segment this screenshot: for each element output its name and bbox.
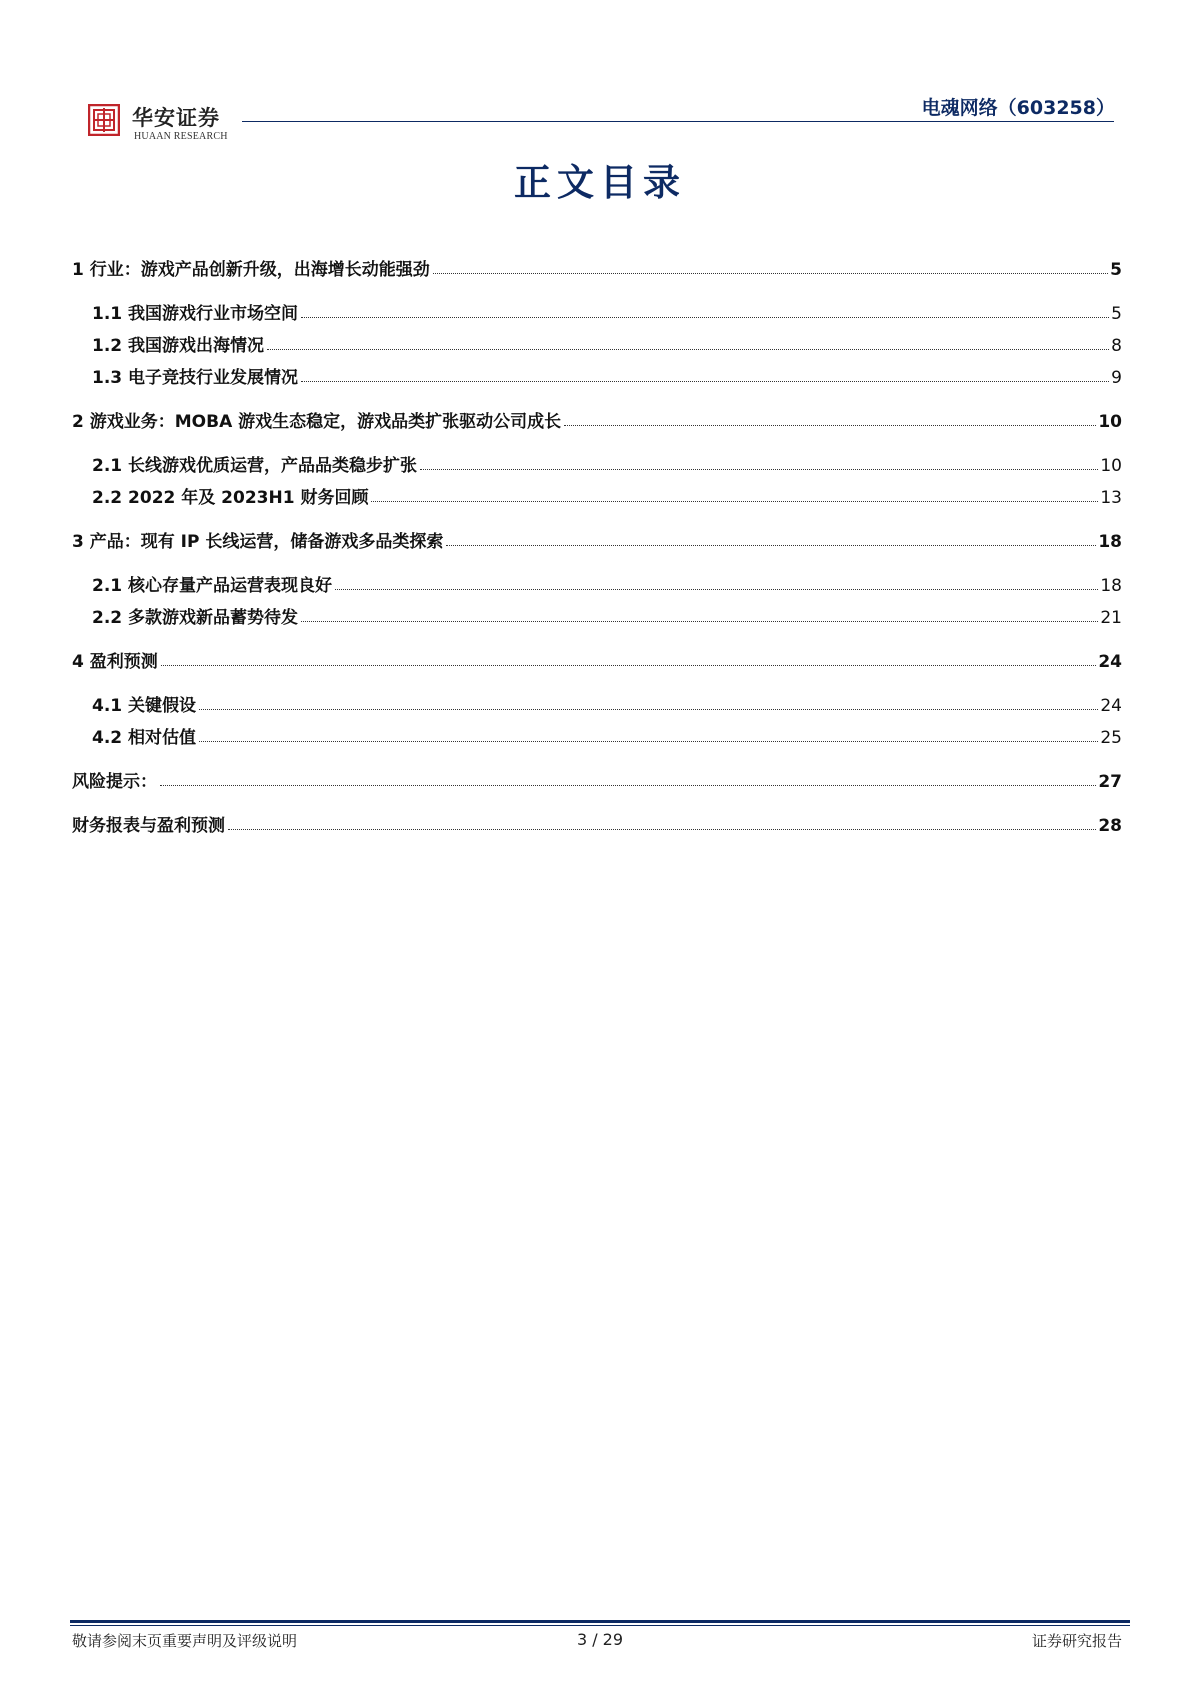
toc-entry-page: 24 [1100, 696, 1122, 716]
toc-entry-label: 2.2 多款游戏新品蓄势待发 [92, 608, 299, 628]
toc-entry-label: 4 盈利预测 [72, 652, 158, 672]
toc-entry-page: 13 [1100, 488, 1122, 508]
toc-dot-leader [446, 545, 1096, 546]
toc-entry-label: 1 行业：游戏产品创新升级，出海增长动能强劲 [72, 260, 430, 280]
logo-text-cn: 华安证券 [132, 105, 220, 130]
toc-dot-leader [564, 425, 1096, 426]
toc-dot-leader [433, 273, 1108, 274]
toc-dot-leader [267, 349, 1109, 350]
toc-entry-section[interactable] [72, 646, 1122, 672]
footer-divider [70, 1620, 1130, 1623]
huaan-logo [88, 102, 248, 148]
toc-entry-section[interactable] [72, 254, 1122, 280]
toc-entry-label: 财务报表与盈利预测 [72, 816, 225, 836]
toc-entry-page: 25 [1100, 728, 1122, 748]
toc-dot-leader [160, 785, 1096, 786]
toc-entry-label: 1.1 我国游戏行业市场空间 [92, 304, 299, 324]
toc-entry-page: 9 [1111, 368, 1122, 388]
toc-dot-leader [301, 621, 1098, 622]
toc-dot-leader [228, 829, 1096, 830]
toc-entry-section[interactable] [72, 406, 1122, 432]
toc-entry-page: 5 [1111, 304, 1122, 324]
toc-entry-subsection[interactable] [72, 450, 1122, 476]
toc-entry-label: 3 产品：现有 IP 长线运营，储备游戏多品类探索 [72, 532, 444, 552]
toc-entry-label: 4.2 相对估值 [92, 728, 197, 748]
footer-report-type: 证券研究报告 [1031, 1632, 1122, 1650]
toc-entry-page: 18 [1100, 576, 1122, 596]
toc-dot-leader [161, 665, 1097, 666]
toc-entry-subsection[interactable] [72, 362, 1122, 388]
toc-entry-section[interactable] [72, 526, 1122, 552]
toc-entry-subsection[interactable] [72, 570, 1122, 596]
toc-dot-leader [420, 469, 1098, 470]
header-divider [242, 121, 1114, 122]
page-title: 正文目录 [514, 160, 686, 204]
toc-entry-page: 28 [1098, 816, 1122, 836]
toc-entry-label: 1.3 电子竞技行业发展情况 [92, 368, 299, 388]
footer-disclaimer: 敬请参阅末页重要声明及评级说明 [72, 1632, 298, 1650]
toc-entry-label: 4.1 关键假设 [92, 696, 197, 716]
toc-entry-page: 21 [1100, 608, 1122, 628]
toc-entry-subsection[interactable] [72, 602, 1122, 628]
toc-entry-page: 18 [1098, 532, 1122, 552]
toc-entry-subsection[interactable] [72, 722, 1122, 748]
logo-text-en: HUAAN RESEARCH [134, 131, 228, 142]
toc-dot-leader [301, 381, 1109, 382]
toc-dot-leader [335, 589, 1098, 590]
toc-entry-label: 2.1 长线游戏优质运营，产品品类稳步扩张 [92, 456, 418, 476]
toc-entry-label: 2.1 核心存量产品运营表现良好 [92, 576, 333, 596]
toc-entry-label: 风险提示： [72, 772, 157, 792]
toc-entry-label: 2 游戏业务：MOBA 游戏生态稳定，游戏品类扩张驱动公司成长 [72, 412, 562, 432]
toc-entry-subsection[interactable] [72, 298, 1122, 324]
toc-dot-leader [301, 317, 1109, 318]
toc-entry-page: 8 [1111, 336, 1122, 356]
footer-divider-thin [70, 1625, 1130, 1626]
toc-dot-leader [371, 501, 1098, 502]
toc-entry-section[interactable] [72, 810, 1122, 836]
huaan-logo-icon [88, 104, 120, 136]
toc-entry-page: 10 [1100, 456, 1122, 476]
toc-entry-subsection[interactable] [72, 482, 1122, 508]
toc-entry-page: 10 [1098, 412, 1122, 432]
page-indicator: 3 / 29 [576, 1630, 624, 1649]
toc-dot-leader [199, 709, 1098, 710]
toc-entry-section[interactable] [72, 766, 1122, 792]
toc-entry-subsection[interactable] [72, 690, 1122, 716]
toc-entry-page: 27 [1098, 772, 1122, 792]
toc-dot-leader [199, 741, 1098, 742]
company-name: 电魂网络（603258） [921, 97, 1115, 119]
toc-entry-label: 2.2 2022 年及 2023H1 财务回顾 [92, 488, 369, 508]
toc-entry-page: 5 [1110, 260, 1122, 280]
toc-entry-label: 1.2 我国游戏出海情况 [92, 336, 265, 356]
toc-entry-page: 24 [1098, 652, 1122, 672]
toc-entry-subsection[interactable] [72, 330, 1122, 356]
